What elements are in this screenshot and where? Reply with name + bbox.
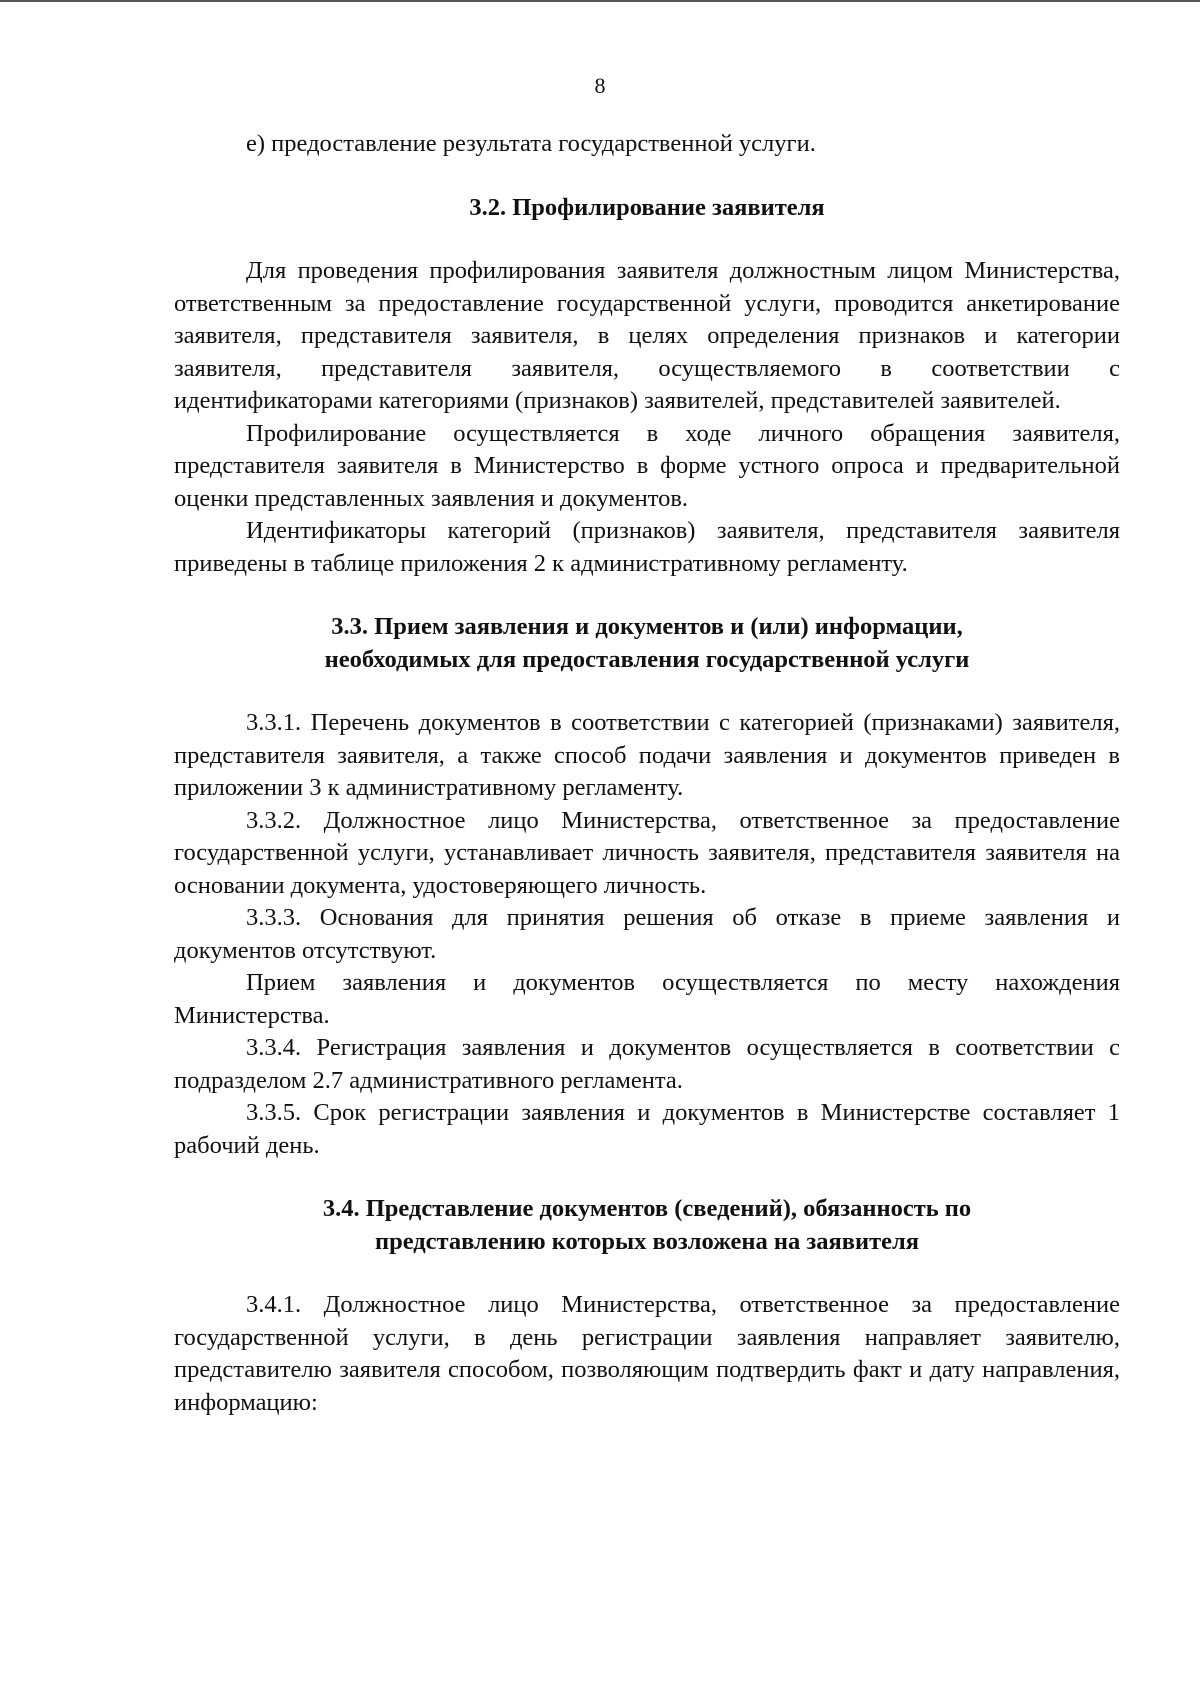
intro-line: е) предоставление результата государственной услуги.: [246, 130, 816, 157]
paragraph: Профилирование осуществляется в ходе личного обращения заявителя, представителя заявителя в Министерство в форме устного опроса и предварительной оценки представленных заявления и документов.: [174, 419, 1120, 512]
paragraph: Для проведения профилирования заявителя должностным лицом Министерства, ответственным за предоставление государственной услуги, проводится анкетирование заявителя, представителя заявителя, в целях определения признаков и категории заявителя, представителя заявителя, осуществляемого в соответствии с идентификаторами категориями (признаков) заявителей, представителей заявителей.: [174, 257, 1120, 414]
section-heading-3-3: [174, 611, 1120, 676]
document-body: [174, 128, 1120, 1419]
paragraph: 3.3.2. Должностное лицо Министерства, ответственное за предоставление государственной услуги, устанавливает личность заявителя, представителя заявителя на основании документа, удостоверяющего личность.: [174, 806, 1120, 899]
paragraph: Идентификаторы категорий (признаков) заявителя, представителя заявителя приведены в таблице приложения 2 к административному регламенту.: [174, 517, 1120, 577]
section-heading-line: 3.2. Профилирование заявителя: [469, 193, 825, 221]
paragraph: 3.3.4. Регистрация заявления и документов осуществляется в соответствии с подразделом 2.7 административного регламента.: [174, 1034, 1120, 1094]
top-border: [0, 0, 1200, 2]
section-heading-line: представлению которых возложена на заявителя: [374, 1227, 919, 1255]
paragraph: 3.3.1. Перечень документов в соответствии с категорией (признаками) заявителя, представителя заявителя, а также способ подачи заявления и документов приведен в приложении 3 к административному регламенту.: [174, 709, 1120, 801]
paragraph: 3.3.5. Срок регистрации заявления и документов в Министерстве составляет 1 рабочий день.: [174, 1099, 1120, 1159]
section-heading-line: необходимых для предоставления государственной услуги: [324, 645, 970, 673]
paragraph: Прием заявления и документов осуществляется по месту нахождения Министерства.: [174, 969, 1120, 1029]
section-heading-line: 3.3. Прием заявления и документов и (или) информации,: [331, 613, 963, 640]
section-heading-3-4: [174, 1193, 1120, 1258]
paragraph: 3.3.3. Основания для принятия решения об отказе в приеме заявления и документов отсутствуют.: [174, 904, 1120, 964]
page-number: 8: [594, 73, 606, 98]
section-heading-line: 3.4. Представление документов (сведений), обязанность по: [322, 1195, 972, 1222]
section-heading-3-2: [174, 192, 1120, 225]
paragraph: 3.4.1. Должностное лицо Министерства, ответственное за предоставление государственной услуги, в день регистрации заявления направляет заявителю, представителю заявителя способом, позволяющим подтвердить факт и дату направления, информацию:: [174, 1291, 1120, 1416]
